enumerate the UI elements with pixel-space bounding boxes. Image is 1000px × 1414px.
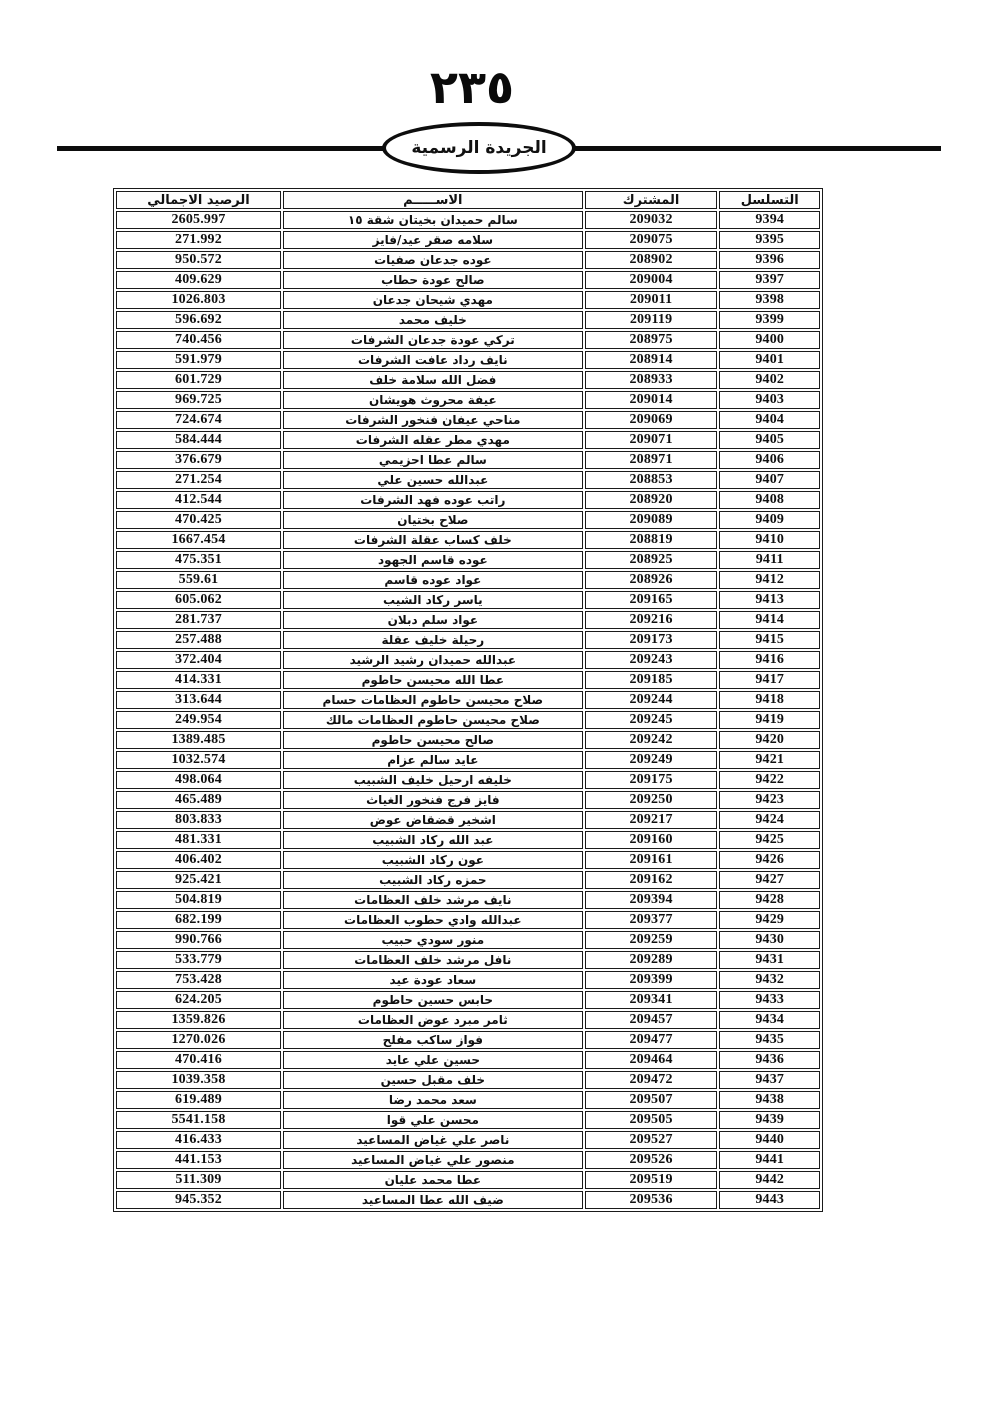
table-row [116,951,820,969]
table-row [116,911,820,929]
table-header-row [116,191,820,209]
cell-balance: 481.331 [116,831,281,849]
cell-balance: 601.729 [116,371,281,389]
cell-name: عايد سالم عزام [283,751,583,769]
cell-serial: 9401 [719,351,820,369]
cell-balance: 313.644 [116,691,281,709]
cell-serial: 9397 [719,271,820,289]
cell-subscriber: 209289 [585,951,718,969]
cell-balance: 504.819 [116,891,281,909]
table-row [116,231,820,249]
cell-subscriber: 208902 [585,251,718,269]
table-row [116,331,820,349]
cell-subscriber: 209075 [585,231,718,249]
cell-name: فضل الله سلامة خلف [283,371,583,389]
cell-serial: 9429 [719,911,820,929]
cell-balance: 1359.826 [116,1011,281,1029]
cell-serial: 9410 [719,531,820,549]
table-row [116,931,820,949]
cell-balance: 409.629 [116,271,281,289]
cell-balance: 257.488 [116,631,281,649]
cell-serial: 9427 [719,871,820,889]
table-row [116,971,820,989]
cell-balance: 511.309 [116,1171,281,1189]
cell-serial: 9425 [719,831,820,849]
cell-serial: 9421 [719,751,820,769]
cell-serial: 9419 [719,711,820,729]
cell-serial: 9438 [719,1091,820,1109]
cell-name: صالح عودة حطاب [283,271,583,289]
cell-serial: 9416 [719,651,820,669]
cell-serial: 9409 [719,511,820,529]
cell-name: سعد محمد رضا [283,1091,583,1109]
cell-serial: 9442 [719,1171,820,1189]
cell-serial: 9418 [719,691,820,709]
cell-subscriber: 209014 [585,391,718,409]
table-row [116,591,820,609]
table-row [116,711,820,729]
cell-serial: 9411 [719,551,820,569]
table-row [116,731,820,749]
table-row [116,691,820,709]
table-row [116,451,820,469]
cell-subscriber: 209004 [585,271,718,289]
table-row [116,271,820,289]
cell-serial: 9422 [719,771,820,789]
cell-serial: 9433 [719,991,820,1009]
cell-serial: 9398 [719,291,820,309]
cell-subscriber: 209477 [585,1031,718,1049]
cell-balance: 441.153 [116,1151,281,1169]
cell-name: عبد الله ركاد الشبيب [283,831,583,849]
cell-subscriber: 209507 [585,1091,718,1109]
cell-balance: 1026.803 [116,291,281,309]
cell-balance: 406.402 [116,851,281,869]
cell-serial: 9402 [719,371,820,389]
cell-name: صلاح محيسن حاطوم العظامات مالك [283,711,583,729]
cell-subscriber: 209185 [585,671,718,689]
cell-subscriber: 209505 [585,1111,718,1129]
cell-name: عطا محمد عليان [283,1171,583,1189]
cell-name: خليفه ارحيل خليف الشبيب [283,771,583,789]
cell-name: نايف رداد عافت الشرفات [283,351,583,369]
cell-subscriber: 208971 [585,451,718,469]
cell-name: فايز فرج فنخور الغياث [283,791,583,809]
table-row [116,1011,820,1029]
cell-name: خلف مقبل حسين [283,1071,583,1089]
page-number: ٢٣٥ [429,60,515,114]
table-row [116,411,820,429]
cell-subscriber: 209250 [585,791,718,809]
table-row [116,511,820,529]
cell-name: محسن علي قوا [283,1111,583,1129]
table-row [116,791,820,809]
cell-name: ثامر مبرد عوض العظامات [283,1011,583,1029]
cell-subscriber: 209527 [585,1131,718,1149]
cell-subscriber: 209472 [585,1071,718,1089]
cell-balance: 376.679 [116,451,281,469]
table-row [116,871,820,889]
cell-serial: 9412 [719,571,820,589]
table-row [116,1031,820,1049]
cell-serial: 9440 [719,1131,820,1149]
cell-balance: 624.205 [116,991,281,1009]
table-row [116,291,820,309]
cell-subscriber: 209119 [585,311,718,329]
cell-name: صالح محيسن حاطوم [283,731,583,749]
cell-balance: 249.954 [116,711,281,729]
cell-subscriber: 209032 [585,211,718,229]
cell-balance: 619.489 [116,1091,281,1109]
table-row [116,1071,820,1089]
cell-subscriber: 209394 [585,891,718,909]
cell-subscriber: 209526 [585,1151,718,1169]
table-row [116,611,820,629]
cell-balance: 925.421 [116,871,281,889]
table-row [116,631,820,649]
cell-subscriber: 209069 [585,411,718,429]
cell-subscriber: 208926 [585,571,718,589]
cell-name: حابس حسين حاطوم [283,991,583,1009]
cell-balance: 591.979 [116,351,281,369]
cell-subscriber: 208925 [585,551,718,569]
cell-balance: 584.444 [116,431,281,449]
cell-balance: 682.199 [116,911,281,929]
table-row [116,1191,820,1209]
cell-balance: 559.61 [116,571,281,589]
cell-subscriber: 209216 [585,611,718,629]
cell-name: حمزه ركاد الشبيب [283,871,583,889]
cell-name: عواد سلم دبلان [283,611,583,629]
cell-subscriber: 208933 [585,371,718,389]
cell-serial: 9417 [719,671,820,689]
table-row [116,1091,820,1109]
cell-name: نافل مرشد خلف العظامات [283,951,583,969]
cell-subscriber: 209399 [585,971,718,989]
cell-serial: 9423 [719,791,820,809]
table-row [116,651,820,669]
col-header-balance: الرصيد الاجمالي [116,191,281,209]
cell-subscriber: 208920 [585,491,718,509]
cell-serial: 9400 [719,331,820,349]
cell-serial: 9414 [719,611,820,629]
cell-name: فواز ساكب مفلح [283,1031,583,1049]
cell-name: رحيلة خليف عقلة [283,631,583,649]
cell-subscriber: 209071 [585,431,718,449]
table-row [116,531,820,549]
gazette-title: الجريدة الرسمية [411,138,547,158]
cell-serial: 9424 [719,811,820,829]
cell-serial: 9406 [719,451,820,469]
table-row [116,1151,820,1169]
cell-subscriber: 209259 [585,931,718,949]
cell-subscriber: 208914 [585,351,718,369]
table-row [116,391,820,409]
cell-balance: 1270.026 [116,1031,281,1049]
cell-balance: 1389.485 [116,731,281,749]
cell-subscriber: 209011 [585,291,718,309]
col-header-name: الاســـــم [283,191,583,209]
cell-serial: 9435 [719,1031,820,1049]
cell-serial: 9395 [719,231,820,249]
cell-balance: 281.737 [116,611,281,629]
cell-name: ضيف الله عطا المساعيد [283,1191,583,1209]
cell-serial: 9432 [719,971,820,989]
cell-balance: 803.833 [116,811,281,829]
table-row [116,351,820,369]
cell-balance: 498.064 [116,771,281,789]
table-row [116,251,820,269]
cell-name: خليف محمد [283,311,583,329]
cell-subscriber: 209457 [585,1011,718,1029]
cell-serial: 9420 [719,731,820,749]
table-row [116,571,820,589]
cell-serial: 9443 [719,1191,820,1209]
cell-subscriber: 209243 [585,651,718,669]
cell-subscriber: 209165 [585,591,718,609]
cell-subscriber: 209519 [585,1171,718,1189]
cell-balance: 412.544 [116,491,281,509]
cell-balance: 1667.454 [116,531,281,549]
cell-serial: 9415 [719,631,820,649]
table-row [116,751,820,769]
cell-name: عبدالله حسين علي [283,471,583,489]
cell-subscriber: 208853 [585,471,718,489]
cell-serial: 9404 [719,411,820,429]
cell-subscriber: 209464 [585,1051,718,1069]
table-row [116,851,820,869]
cell-balance: 271.254 [116,471,281,489]
cell-name: تركي عودة جدعان الشرفات [283,331,583,349]
cell-balance: 416.433 [116,1131,281,1149]
cell-serial: 9426 [719,851,820,869]
cell-subscriber: 209162 [585,871,718,889]
table-row [116,1131,820,1149]
cell-subscriber: 209160 [585,831,718,849]
cell-balance: 465.489 [116,791,281,809]
cell-name: عوده قاسم الجهود [283,551,583,569]
table-row [116,551,820,569]
cell-serial: 9434 [719,1011,820,1029]
cell-subscriber: 209536 [585,1191,718,1209]
cell-balance: 533.779 [116,951,281,969]
cell-serial: 9428 [719,891,820,909]
records-table [113,188,823,1212]
table-row [116,671,820,689]
cell-balance: 945.352 [116,1191,281,1209]
cell-name: منصور علي غياض المساعيد [283,1151,583,1169]
cell-name: صلاح بختيان [283,511,583,529]
cell-balance: 753.428 [116,971,281,989]
cell-serial: 9430 [719,931,820,949]
cell-name: سعاد عودة عيد [283,971,583,989]
cell-balance: 1039.358 [116,1071,281,1089]
cell-subscriber: 208819 [585,531,718,549]
cell-subscriber: 209242 [585,731,718,749]
cell-subscriber: 209341 [585,991,718,1009]
table-row [116,431,820,449]
cell-name: منور سودي حبيب [283,931,583,949]
cell-subscriber: 209249 [585,751,718,769]
cell-serial: 9413 [719,591,820,609]
table-row [116,1051,820,1069]
cell-subscriber: 209089 [585,511,718,529]
cell-serial: 9436 [719,1051,820,1069]
cell-balance: 271.992 [116,231,281,249]
cell-balance: 596.692 [116,311,281,329]
cell-subscriber: 209175 [585,771,718,789]
table-row [116,491,820,509]
cell-name: سالم حميدان بخيتان شقة ١٥ [283,211,583,229]
cell-serial: 9431 [719,951,820,969]
cell-balance: 470.425 [116,511,281,529]
cell-name: نايف مرشد خلف العظامات [283,891,583,909]
cell-name: عون ركاد الشبيب [283,851,583,869]
table-row [116,891,820,909]
table-row [116,811,820,829]
cell-subscriber: 209173 [585,631,718,649]
cell-serial: 9408 [719,491,820,509]
cell-balance: 414.331 [116,671,281,689]
cell-name: عبدالله حميدان رشيد الرشيد [283,651,583,669]
cell-balance: 372.404 [116,651,281,669]
gazette-title-ellipse [382,122,576,174]
cell-name: مهدي مطر عقله الشرفات [283,431,583,449]
table-row [116,471,820,489]
cell-serial: 9403 [719,391,820,409]
cell-name: عواد عوده قاسم [283,571,583,589]
cell-balance: 969.725 [116,391,281,409]
cell-serial: 9399 [719,311,820,329]
cell-serial: 9441 [719,1151,820,1169]
cell-name: ياسر ركاد الشيب [283,591,583,609]
cell-name: عبدالله وادي حطوب العظامات [283,911,583,929]
cell-serial: 9437 [719,1071,820,1089]
cell-balance: 950.572 [116,251,281,269]
cell-serial: 9405 [719,431,820,449]
cell-name: عطا الله محيسن حاطوم [283,671,583,689]
cell-name: مناحي عيفان فنخور الشرفات [283,411,583,429]
cell-serial: 9394 [719,211,820,229]
cell-subscriber: 208975 [585,331,718,349]
col-header-serial: التسلسل [719,191,820,209]
cell-subscriber: 209244 [585,691,718,709]
cell-serial: 9439 [719,1111,820,1129]
table-row [116,771,820,789]
cell-serial: 9396 [719,251,820,269]
cell-subscriber: 209217 [585,811,718,829]
cell-name: عوده جدعان صفيات [283,251,583,269]
table-row [116,371,820,389]
cell-balance: 990.766 [116,931,281,949]
cell-name: سلامه صقر عيد/فايز [283,231,583,249]
table-row [116,1171,820,1189]
cell-balance: 475.351 [116,551,281,569]
cell-balance: 5541.158 [116,1111,281,1129]
table-row [116,991,820,1009]
cell-subscriber: 209245 [585,711,718,729]
cell-balance: 1032.574 [116,751,281,769]
cell-balance: 724.674 [116,411,281,429]
cell-name: حسين علي عايد [283,1051,583,1069]
cell-name: مهدي شيحان جدعان [283,291,583,309]
cell-balance: 2605.997 [116,211,281,229]
cell-balance: 470.416 [116,1051,281,1069]
table-body [116,211,820,1209]
table-row [116,831,820,849]
cell-balance: 605.062 [116,591,281,609]
cell-serial: 9407 [719,471,820,489]
cell-name: خلف كساب عقلة الشرفات [283,531,583,549]
table-row [116,211,820,229]
cell-balance: 740.456 [116,331,281,349]
cell-name: سالم عطا احزيمي [283,451,583,469]
table-row [116,311,820,329]
cell-subscriber: 209377 [585,911,718,929]
cell-name: اشخير قضقاض عوض [283,811,583,829]
table-row [116,1111,820,1129]
cell-name: راتب عوده فهد الشرفات [283,491,583,509]
col-header-subscriber: المشترك [585,191,718,209]
cell-subscriber: 209161 [585,851,718,869]
cell-name: عيفة محروث هويشان [283,391,583,409]
cell-name: ناصر علي غياض المساعيد [283,1131,583,1149]
cell-name: صلاح محيسن حاطوم العظامات حسام [283,691,583,709]
